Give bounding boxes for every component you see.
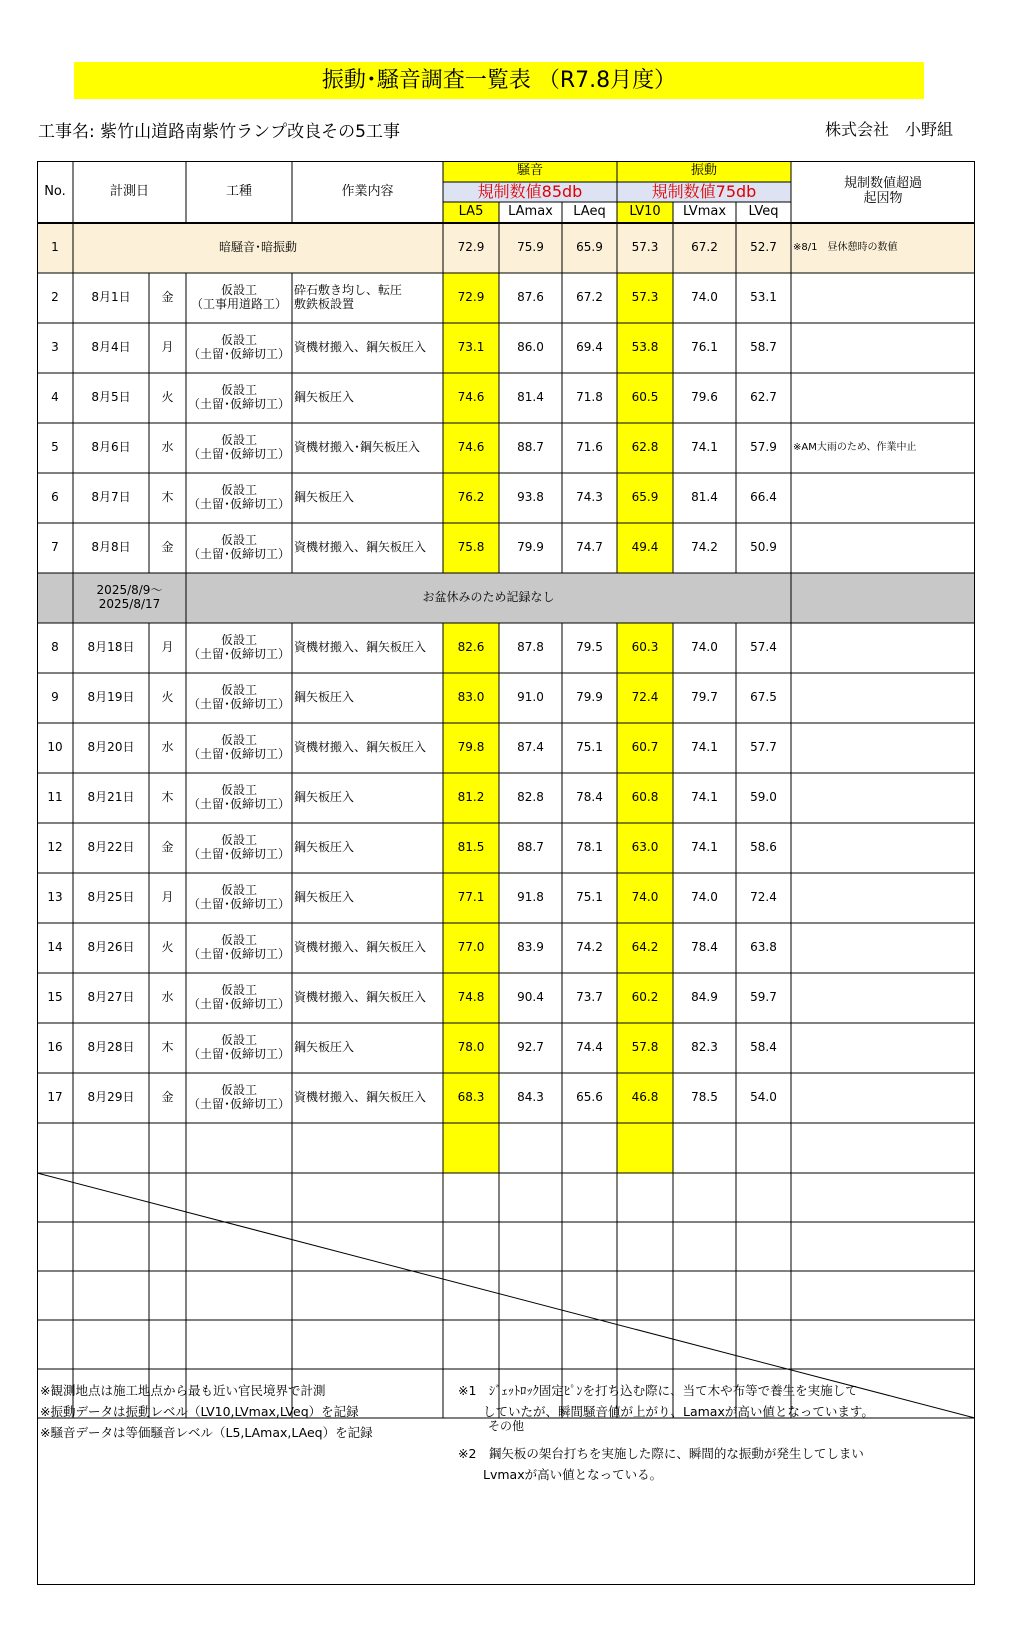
value-la5: 82.6 [457, 640, 485, 655]
note-line: ※振動データは振動レベル（LV10,LVmax,LVeq）を記録 [40, 1404, 359, 1419]
value-lamax: 93.8 [517, 490, 544, 505]
value-lamax: 87.8 [517, 640, 544, 655]
row-note: ※AM大雨のため、作業中止 [793, 442, 917, 454]
row-date: 8月21日 [87, 790, 135, 805]
row-work-type: 仮設工 （土留･仮締切工） [187, 833, 290, 861]
value-la5: 72.9 [457, 290, 485, 305]
row-day-of-week: 金 [161, 840, 174, 855]
value-lv10: 49.4 [631, 540, 659, 555]
row-date: 8月20日 [87, 740, 135, 755]
value-lveq: 63.8 [750, 940, 777, 955]
note-line: していたが、瞬間騒音値が上がり、Lamaxが高い値となっています。 [458, 1404, 874, 1419]
row-work-type: 仮設工 （土留･仮締切工） [187, 883, 290, 911]
value-la5: 75.8 [457, 540, 485, 555]
value-lamax: 88.7 [517, 840, 544, 855]
row-date: 8月8日 [91, 540, 131, 555]
row-work-content: 資機材搬入、鋼矢板圧入 [294, 540, 427, 555]
value-la5: 73.1 [457, 340, 485, 355]
row-no: 3 [51, 340, 59, 355]
row-no: 1 [51, 240, 59, 255]
value-la5: 76.2 [457, 490, 485, 505]
value-lv10: 64.2 [631, 940, 659, 955]
notes-left [40, 1380, 373, 1443]
value-lveq: 54.0 [750, 1090, 777, 1105]
row-work-type: 仮設工 （土留･仮締切工） [187, 483, 290, 511]
la5-cell-fill [443, 1123, 499, 1173]
row-work-content: 鋼矢板圧入 [294, 890, 355, 905]
row-work-type: 仮設工 （工事用道路工） [190, 283, 287, 311]
note-line [458, 1422, 874, 1443]
note-line: Lvmaxが高い値となっている。 [458, 1467, 663, 1482]
row-work-content: 資機材搬入、鋼矢板圧入 [294, 990, 427, 1005]
row-no: 9 [51, 690, 59, 705]
value-laeq: 79.9 [576, 690, 603, 705]
note-line: ※2 鋼矢板の架台打ちを実施した際に、瞬間的な振動が発生してしまい [458, 1446, 864, 1461]
vibration-limit-label: 規制数値75db [651, 181, 757, 201]
header-lveq: LVeq [748, 204, 779, 220]
value-lvmax: 74.0 [691, 890, 718, 905]
row-date: 8月6日 [91, 440, 131, 455]
header-lvmax: LVmax [682, 204, 727, 220]
value-lvmax: 74.1 [691, 840, 718, 855]
value-lamax: 79.9 [517, 540, 544, 555]
row-work-type: 仮設工 （土留･仮締切工） [187, 333, 290, 361]
row-day-of-week: 水 [161, 740, 174, 755]
value-laeq: 67.2 [576, 290, 603, 305]
value-lveq: 58.7 [750, 340, 777, 355]
row-date: 8月25日 [87, 890, 135, 905]
value-lv10: 60.2 [631, 990, 659, 1005]
row-no: 4 [51, 390, 59, 405]
header-date: 計測日 [109, 183, 149, 199]
value-lamax: 86.0 [517, 340, 544, 355]
row-day-of-week: 水 [161, 440, 174, 455]
other-label: その他 [487, 1419, 524, 1434]
value-lv10: 57.3 [631, 240, 659, 255]
row-work-content: 砕石敷き均し、転圧 敷鉄板設置 [294, 283, 403, 311]
holiday-date: 2025/8/9～ 2025/8/17 [96, 583, 163, 611]
row-no: 14 [47, 940, 63, 955]
value-lv10: 65.9 [631, 490, 659, 505]
row-date: 8月29日 [87, 1090, 135, 1105]
row-work-type: 仮設工 （土留･仮締切工） [187, 633, 290, 661]
value-lv10: 57.3 [631, 290, 659, 305]
value-lveq: 52.7 [750, 240, 777, 255]
holiday-label: お盆休みのため記録なし [422, 590, 555, 605]
row-work-content: 資機材搬入、鋼矢板圧入 [294, 740, 427, 755]
value-lamax: 92.7 [517, 1040, 544, 1055]
value-lveq: 57.4 [750, 640, 777, 655]
value-laeq: 73.7 [576, 990, 603, 1005]
value-laeq: 69.4 [576, 340, 603, 355]
row-date: 8月19日 [87, 690, 135, 705]
row-day-of-week: 火 [161, 940, 174, 955]
page-title: 振動･騒音調査一覧表 （R7.8月度） [74, 62, 924, 99]
row-work-content: 資機材搬入、鋼矢板圧入 [294, 340, 427, 355]
header-laeq: LAeq [573, 204, 606, 220]
row-work-type: 仮設工 （土留･仮締切工） [187, 1033, 290, 1061]
row-date: 8月22日 [87, 840, 135, 855]
value-lveq: 62.7 [750, 390, 777, 405]
row-work-content: 資機材搬入･鋼矢板圧入 [294, 440, 421, 455]
row-work-type: 仮設工 （土留･仮締切工） [187, 933, 290, 961]
value-laeq: 74.2 [576, 940, 603, 955]
note-line: ※騒音データは等価騒音レベル（L5,LAmax,LAeq）を記録 [40, 1425, 373, 1440]
row-no: 8 [51, 640, 59, 655]
value-lvmax: 74.0 [691, 640, 718, 655]
value-lamax: 87.6 [517, 290, 544, 305]
value-lveq: 72.4 [750, 890, 777, 905]
value-lamax: 82.8 [517, 790, 544, 805]
value-laeq: 74.3 [576, 490, 603, 505]
row-work-content: 資機材搬入、鋼矢板圧入 [294, 640, 427, 655]
value-laeq: 71.6 [576, 440, 603, 455]
row-date: 8月4日 [91, 340, 131, 355]
value-la5: 74.6 [457, 440, 485, 455]
value-laeq: 78.4 [576, 790, 603, 805]
header-work-type: 工種 [225, 183, 252, 199]
value-lamax: 81.4 [517, 390, 544, 405]
row-no: 2 [51, 290, 59, 305]
row-work-content: 鋼矢板圧入 [294, 840, 355, 855]
value-la5: 78.0 [457, 1040, 485, 1055]
header-cause: 規制数値超過 起因物 [843, 176, 922, 206]
value-la5: 77.1 [457, 890, 485, 905]
row-no: 10 [47, 740, 63, 755]
value-lv10: 57.8 [631, 1040, 659, 1055]
row-work-content: 鋼矢板圧入 [294, 690, 355, 705]
value-laeq: 75.1 [576, 890, 603, 905]
value-la5: 83.0 [457, 690, 485, 705]
company-name: 株式会社 小野組 [825, 120, 954, 139]
value-lamax: 90.4 [517, 990, 544, 1005]
value-la5: 68.3 [457, 1090, 485, 1105]
row-note: ※8/1 昼休憩時の数値 [793, 242, 898, 254]
value-lv10: 46.8 [631, 1090, 659, 1105]
value-la5: 81.2 [457, 790, 485, 805]
value-lv10: 74.0 [631, 890, 659, 905]
value-lvmax: 79.7 [691, 690, 718, 705]
row-no: 7 [51, 540, 59, 555]
value-laeq: 75.1 [576, 740, 603, 755]
value-lv10: 60.7 [631, 740, 659, 755]
value-lvmax: 74.1 [691, 440, 718, 455]
row-date: 8月18日 [87, 640, 135, 655]
value-lveq: 58.6 [750, 840, 777, 855]
row-day-of-week: 金 [161, 1090, 174, 1105]
row-date: 8月7日 [91, 490, 131, 505]
value-lveq: 57.9 [750, 440, 777, 455]
value-laeq: 78.1 [576, 840, 603, 855]
value-lvmax: 76.1 [691, 340, 718, 355]
survey-table [37, 161, 975, 1585]
project-name: 工事名: 紫竹山道路南紫竹ランプ改良その5工事 [38, 122, 400, 142]
row-day-of-week: 水 [161, 990, 174, 1005]
row-day-of-week: 木 [161, 790, 174, 805]
value-lvmax: 74.1 [691, 740, 718, 755]
row-day-of-week: 火 [161, 390, 174, 405]
value-lvmax: 78.5 [691, 1090, 718, 1105]
value-lamax: 88.7 [517, 440, 544, 455]
row-date: 8月26日 [87, 940, 135, 955]
value-lvmax: 81.4 [691, 490, 718, 505]
value-lv10: 63.0 [631, 840, 659, 855]
background-label: 暗騒音･暗振動 [218, 240, 297, 255]
row-no: 12 [47, 840, 63, 855]
row-no: 15 [47, 990, 63, 1005]
value-lamax: 87.4 [517, 740, 544, 755]
value-lamax: 91.8 [517, 890, 544, 905]
value-lvmax: 84.9 [691, 990, 718, 1005]
value-lvmax: 74.1 [691, 790, 718, 805]
noise-limit-label: 規制数値85db [477, 181, 583, 201]
row-day-of-week: 火 [161, 690, 174, 705]
value-lveq: 59.0 [750, 790, 777, 805]
row-work-type: 仮設工 （土留･仮締切工） [187, 783, 290, 811]
row-work-type: 仮設工 （土留･仮締切工） [187, 1083, 290, 1111]
header-noise: 騒音 [516, 163, 543, 179]
lv10-cell-fill [617, 1123, 673, 1173]
row-day-of-week: 月 [161, 890, 174, 905]
value-lveq: 57.7 [750, 740, 777, 755]
row-work-content: 鋼矢板圧入 [294, 390, 355, 405]
value-lamax: 91.0 [517, 690, 544, 705]
value-lv10: 53.8 [631, 340, 659, 355]
row-work-type: 仮設工 （土留･仮締切工） [187, 683, 290, 711]
value-lvmax: 74.0 [691, 290, 718, 305]
value-lvmax: 67.2 [691, 240, 718, 255]
value-la5: 72.9 [457, 240, 485, 255]
row-no: 6 [51, 490, 59, 505]
row-day-of-week: 月 [161, 340, 174, 355]
value-lvmax: 79.6 [691, 390, 718, 405]
value-laeq: 65.9 [576, 240, 603, 255]
value-la5: 81.5 [457, 840, 485, 855]
row-day-of-week: 月 [161, 640, 174, 655]
value-lveq: 58.4 [750, 1040, 777, 1055]
header-lv10: LV10 [629, 204, 661, 220]
value-lveq: 59.7 [750, 990, 777, 1005]
row-no: 13 [47, 890, 63, 905]
row-no: 5 [51, 440, 59, 455]
value-la5: 77.0 [457, 940, 485, 955]
row-no: 17 [47, 1090, 63, 1105]
value-lv10: 60.5 [631, 390, 659, 405]
row-work-type: 仮設工 （土留･仮締切工） [187, 533, 290, 561]
row-day-of-week: 金 [161, 290, 174, 305]
row-work-content: 資機材搬入、鋼矢板圧入 [294, 940, 427, 955]
header-la5: LA5 [458, 204, 484, 220]
value-lv10: 60.8 [631, 790, 659, 805]
value-lveq: 50.9 [750, 540, 777, 555]
value-lvmax: 82.3 [691, 1040, 718, 1055]
header-lamax: LAmax [508, 204, 553, 220]
value-laeq: 79.5 [576, 640, 603, 655]
row-day-of-week: 木 [161, 1040, 174, 1055]
value-laeq: 74.4 [576, 1040, 603, 1055]
row-day-of-week: 金 [161, 540, 174, 555]
row-work-type: 仮設工 （土留･仮締切工） [187, 983, 290, 1011]
row-work-type: 仮設工 （土留･仮締切工） [187, 733, 290, 761]
row-date: 8月27日 [87, 990, 135, 1005]
value-lv10: 62.8 [631, 440, 659, 455]
row-date: 8月5日 [91, 390, 131, 405]
value-lveq: 67.5 [750, 690, 777, 705]
value-laeq: 74.7 [576, 540, 603, 555]
row-day-of-week: 木 [161, 490, 174, 505]
row-work-type: 仮設工 （土留･仮締切工） [187, 433, 290, 461]
row-date: 8月1日 [91, 290, 131, 305]
note-line: ※1 ｼﾞｪｯﾄﾛｯｸ固定ﾋﾟﾝを打ち込む際に、当て木や布等で養生を実施して [458, 1383, 858, 1398]
header-no: No. [44, 183, 66, 199]
header-work-content: 作業内容 [341, 183, 394, 199]
row-work-content: 鋼矢板圧入 [294, 790, 355, 805]
value-lveq: 66.4 [750, 490, 777, 505]
value-lvmax: 74.2 [691, 540, 718, 555]
value-la5: 74.8 [457, 990, 485, 1005]
row-work-content: 資機材搬入、鋼矢板圧入 [294, 1090, 427, 1105]
row-date: 8月28日 [87, 1040, 135, 1055]
value-la5: 74.6 [457, 390, 485, 405]
header-vibration: 振動 [690, 163, 717, 179]
value-laeq: 71.8 [576, 390, 603, 405]
note-line: ※観測地点は施工地点から最も近い官民境界で計測 [40, 1383, 326, 1398]
value-laeq: 65.6 [576, 1090, 603, 1105]
value-lv10: 60.3 [631, 640, 659, 655]
value-lveq: 53.1 [750, 290, 777, 305]
row-no: 16 [47, 1040, 63, 1055]
value-lamax: 75.9 [517, 240, 544, 255]
row-work-type: 仮設工 （土留･仮締切工） [187, 383, 290, 411]
value-lvmax: 78.4 [691, 940, 718, 955]
notes-right [458, 1380, 874, 1485]
value-lamax: 83.9 [517, 940, 544, 955]
row-no: 11 [47, 790, 63, 805]
row-work-content: 鋼矢板圧入 [294, 1040, 355, 1055]
value-lamax: 84.3 [517, 1090, 544, 1105]
value-la5: 79.8 [457, 740, 485, 755]
value-lv10: 72.4 [631, 690, 659, 705]
row-work-content: 鋼矢板圧入 [294, 490, 355, 505]
